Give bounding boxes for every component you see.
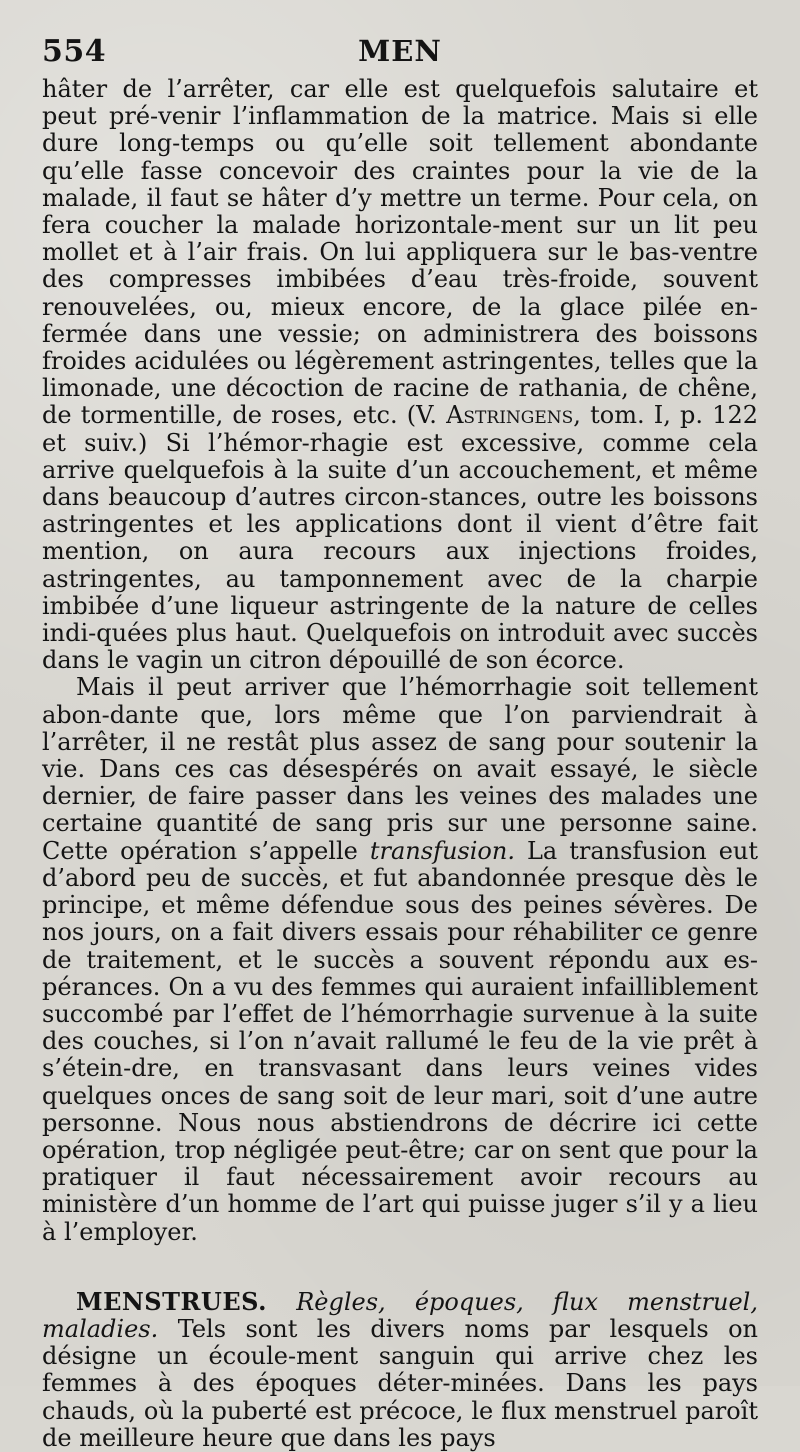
paragraph-text: Mais il peut arriver que l’hémorrhagie soit tellement abon-dante que, lors même que l’on parviendrait à l’arrêter, il ne restât plus assez de sang pour soutenir la vie. Dans ces cas désespérés on avait essayé, le siècle dernier, de faire passer dans les veines des malades une certaine quantité de sang pris sur une personne saine. Cette opération s’appelle [42, 673, 758, 865]
entry-text: Tels sont les divers noms par lesquels on désigne un écoule-ment sanguin qui arrive chez les femmes à des époques déter-minées. Dans les pays chauds, où la puberté est précoce, le flux menstruel paroît de meilleure heure que dans les pays [42, 1314, 758, 1452]
paragraph-text-continued: , tom. I, p. 122 et suiv.) Si l’hémor-rhagie est excessive, comme cela arrive quelquefois à la suite d’un accouchement, et même dans beaucoup d’autres circon-stances, outre les boissons astringentes et les applications dont il vient d’être fait mention, on aura recours aux injections froides, astringentes, au tamponnement avec de la charpie imbibée d’une liqueur astringente de la nature de celles indi-quées plus haut. Quelquefois on introduit avec succès dans le vagin un citron dépouillé de son écorce. [42, 401, 758, 675]
entry-heading: MENSTRUES. [76, 1286, 267, 1316]
entry-alternate-names: Règles, époques, flux menstruel, maladies. [42, 1287, 758, 1343]
page-body [42, 76, 758, 1452]
running-head: MEN [358, 34, 442, 68]
term-transfusion: transfusion. [369, 836, 515, 865]
dictionary-entry-menstrues [42, 1288, 758, 1452]
paragraph-hemorrhage-treatment [42, 76, 758, 674]
paragraph-text-continued: La transfusion eut d’abord peu de succès, et fut abandonnée presque dès le principe, et même défendue sous des peines sévères. De nos jours, on a fait divers essais pour réhabiliter ce genre de traitement, et le succès a souvent répondu aux es-pérances. On a vu des femmes qui auraient infailliblement succombé par l’effet de l’hémorrhagie survenue à la suite des couches, si l’on n’avait rallumé le feu de la vie prêt à s’étein-dre, en transvasant dans leurs veines vides quelques onces de sang soit de leur mari, soit d’une autre personne. Nous nous abstiendrons de décrire ici cette opération, trop négligée peut-être; car on sent que pour la pratiquer il faut nécessairement avoir recours au ministère d’un homme de l’art qui puisse juger s’il y a lieu à l’employer. [42, 836, 758, 1246]
page-number: 554 [42, 34, 107, 69]
paragraph-text: hâter de l’arrêter, car elle est quelquefois salutaire et peut pré-venir l’inflammation de la matrice. Mais si elle dure long-temps ou qu’elle soit tellement abondante qu’elle fasse concevoir des craintes pour la vie de la malade, il faut se hâter d’y mettre un terme. Pour cela, on fera coucher la malade horizontale-ment sur un lit peu mollet et à l’air frais. On lui appliquera sur le bas-ventre des compresses imbibées d’eau très-froide, souvent renouvelées, ou, mieux encore, de la glace pilée en-fermée dans une vessie; on administrera des boissons froides acidulées ou légèrement astringentes, telles que la limonade, une décoction de racine de rathania, de chêne, de tormentille, de roses, etc. (V. [42, 75, 758, 430]
page-header [42, 34, 758, 76]
paragraph-transfusion [42, 674, 758, 1245]
cross-reference: Astringens [446, 401, 574, 430]
